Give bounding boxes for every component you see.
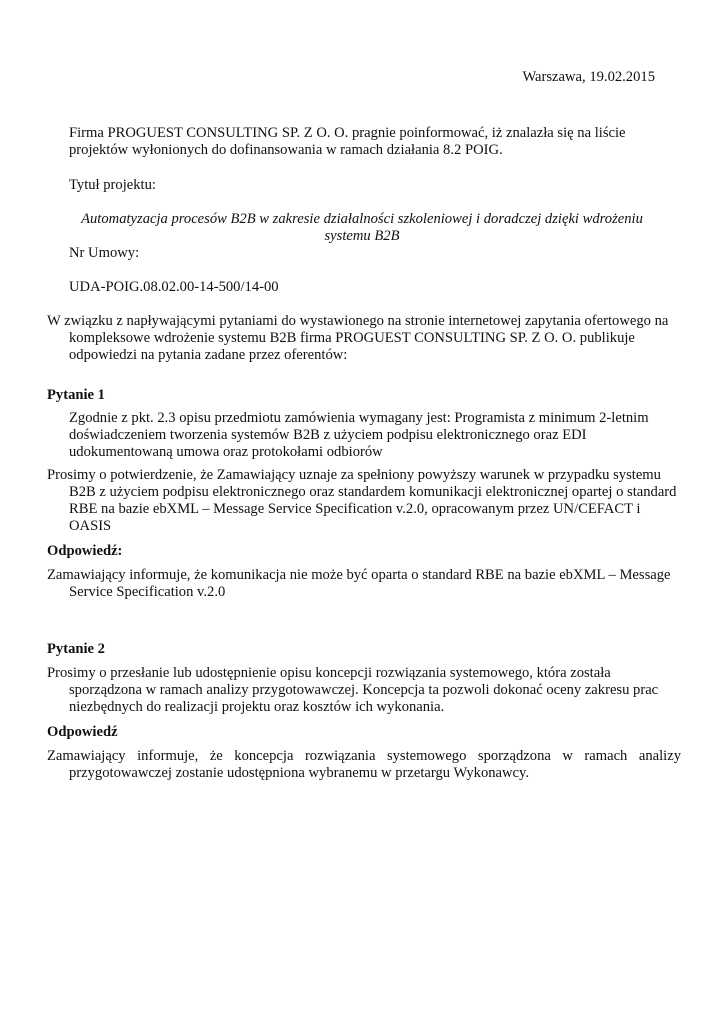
answer-2-text: Zamawiający informuje, że koncepcja rozwiązania systemowego sporządzona w ramach analizy przygotowawczej zostanie udostępniona wybranemu w przetargu Wykonawcy. (47, 748, 681, 781)
contract-number-label: Nr Umowy: (69, 245, 140, 261)
project-title-value: Automatyzacja procesów B2B w zakresie działalności szkoleniowej i doradczej dzięki wdrożeniu systemu B2B (81, 211, 643, 244)
question-1-text: Prosimy o potwierdzenie, że Zamawiający uznaje za spełniony powyższy warunek w przypadku systemu B2B z użyciem podpisu elektronicznego oraz standardem komunikacji elektronicznej opartej o standard RBE na bazie ebXML – Message Service Specification v.2.0, opracowanym przez UN/CEFACT i OASIS (47, 467, 677, 534)
answer-2-heading: Odpowiedź (47, 724, 118, 740)
question-1-heading: Pytanie 1 (47, 387, 105, 403)
lead-paragraph: W związku z napływającymi pytaniami do wystawionego na stronie internetowej zapytania ofertowego na kompleksowe wdrożenie systemu B2B firma PROGUEST CONSULTING SP. Z O. O. publikuje odpowiedzi na pytania zadane przez oferentów: (47, 313, 669, 363)
answer-1-text: Zamawiający informuje, że komunikacja nie może być oparta o standard RBE na bazie ebXML – Message Service Specification v.2.0 (47, 567, 671, 600)
answer-1-heading: Odpowiedź: (47, 543, 123, 559)
project-title-label: Tytuł projektu: (69, 177, 156, 193)
date-line: Warszawa, 19.02.2015 (522, 69, 655, 85)
contract-number-value: UDA-POIG.08.02.00-14-500/14-00 (69, 279, 279, 295)
question-1-quote: Zgodnie z pkt. 2.3 opisu przedmiotu zamówienia wymagany jest: Programista z minimum 2-letnim doświadczeniem tworzenia systemów B2B z użyciem podpisu elektronicznego oraz EDI udokumentowaną umowa oraz protokołami odbiorów (69, 410, 649, 460)
intro-paragraph: Firma PROGUEST CONSULTING SP. Z O. O. pragnie poinformować, iż znalazła się na liście projektów wyłonionych do dofinansowania w ramach działania 8.2 POIG. (69, 125, 626, 158)
question-2-heading: Pytanie 2 (47, 641, 105, 657)
question-2-text: Prosimy o przesłanie lub udostępnienie opisu koncepcji rozwiązania systemowego, która została sporządzona w ramach analizy przygotowawczej. Koncepcja ta pozwoli dokonać oceny zakresu prac niezbędnych do realizacji projektu oraz kosztów ich wykonania. (47, 665, 659, 715)
